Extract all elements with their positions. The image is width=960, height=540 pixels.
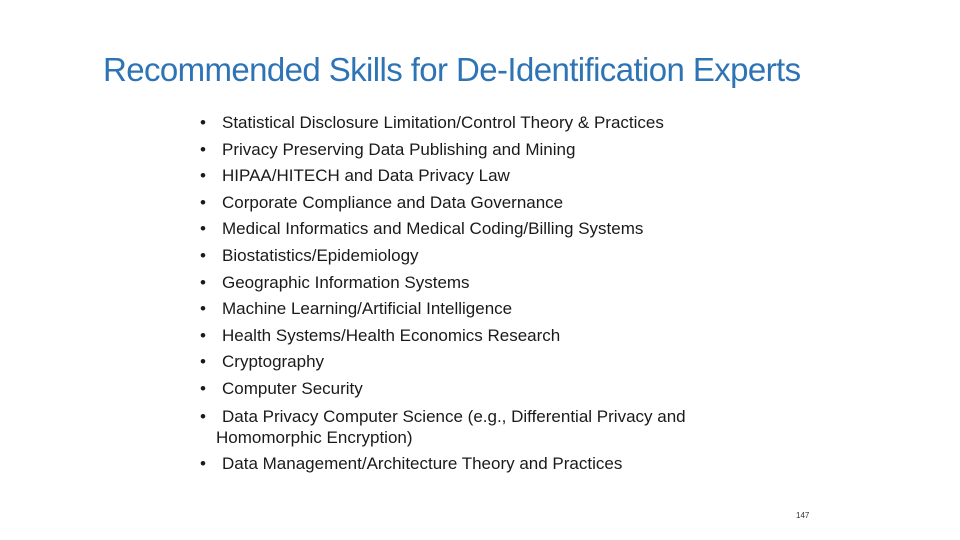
list-item-text: Health Systems/Health Economics Research [222, 325, 561, 345]
list-item-text: Statistical Disclosure Limitation/Control Theory & Practices [222, 113, 664, 132]
list-item-text-line2: Homomorphic Encryption) [216, 427, 413, 447]
list-item [200, 110, 760, 137]
bullet-icon: • [200, 406, 206, 426]
bullet-icon: • [200, 113, 206, 132]
list-item [200, 376, 760, 403]
list-item-text: Corporate Compliance and Data Governance [222, 192, 564, 212]
list-item-text: Privacy Preserving Data Publishing and Mining [222, 139, 576, 159]
list-item-text: Cryptography [222, 352, 325, 372]
list-item [200, 451, 760, 478]
bullet-icon: • [200, 139, 206, 159]
page-number: 147 [796, 511, 810, 520]
list-item [200, 403, 760, 451]
bullet-icon: • [200, 192, 206, 212]
bullet-icon: • [200, 166, 206, 186]
list-item [200, 323, 760, 350]
bullet-icon: • [200, 219, 206, 239]
bullet-icon: • [200, 352, 206, 372]
bullet-icon: • [200, 245, 206, 265]
list-item-text: Machine Learning/Artificial Intelligence [222, 299, 513, 319]
list-item-text: Medical Informatics and Medical Coding/Billing Systems [222, 219, 644, 239]
slide-title: Recommended Skills for De-Identification Experts [103, 51, 801, 88]
list-item-text: Geographic Information Systems [222, 272, 470, 292]
list-item-text-line1: Data Privacy Computer Science (e.g., Differential Privacy and [222, 406, 686, 426]
bullet-icon: • [200, 453, 206, 473]
bullet-icon: • [200, 378, 206, 398]
list-item [200, 163, 760, 190]
list-item [200, 349, 760, 376]
bullet-icon: • [200, 325, 206, 345]
list-item [200, 243, 760, 270]
list-item [200, 270, 760, 297]
list-item-text: HIPAA/HITECH and Data Privacy Law [222, 166, 510, 186]
list-item [200, 190, 760, 217]
bullet-icon: • [200, 272, 206, 292]
list-item [200, 137, 760, 164]
list-item-text: Computer Security [222, 378, 363, 398]
list-item-text: Biostatistics/Epidemiology [222, 245, 419, 265]
list-item-text: Data Management/Architecture Theory and Practices [222, 453, 623, 473]
list-item [200, 216, 760, 243]
bullet-icon: • [200, 299, 206, 319]
list-item-text [216, 406, 742, 448]
list-item [200, 296, 760, 323]
skills-list [200, 110, 760, 477]
